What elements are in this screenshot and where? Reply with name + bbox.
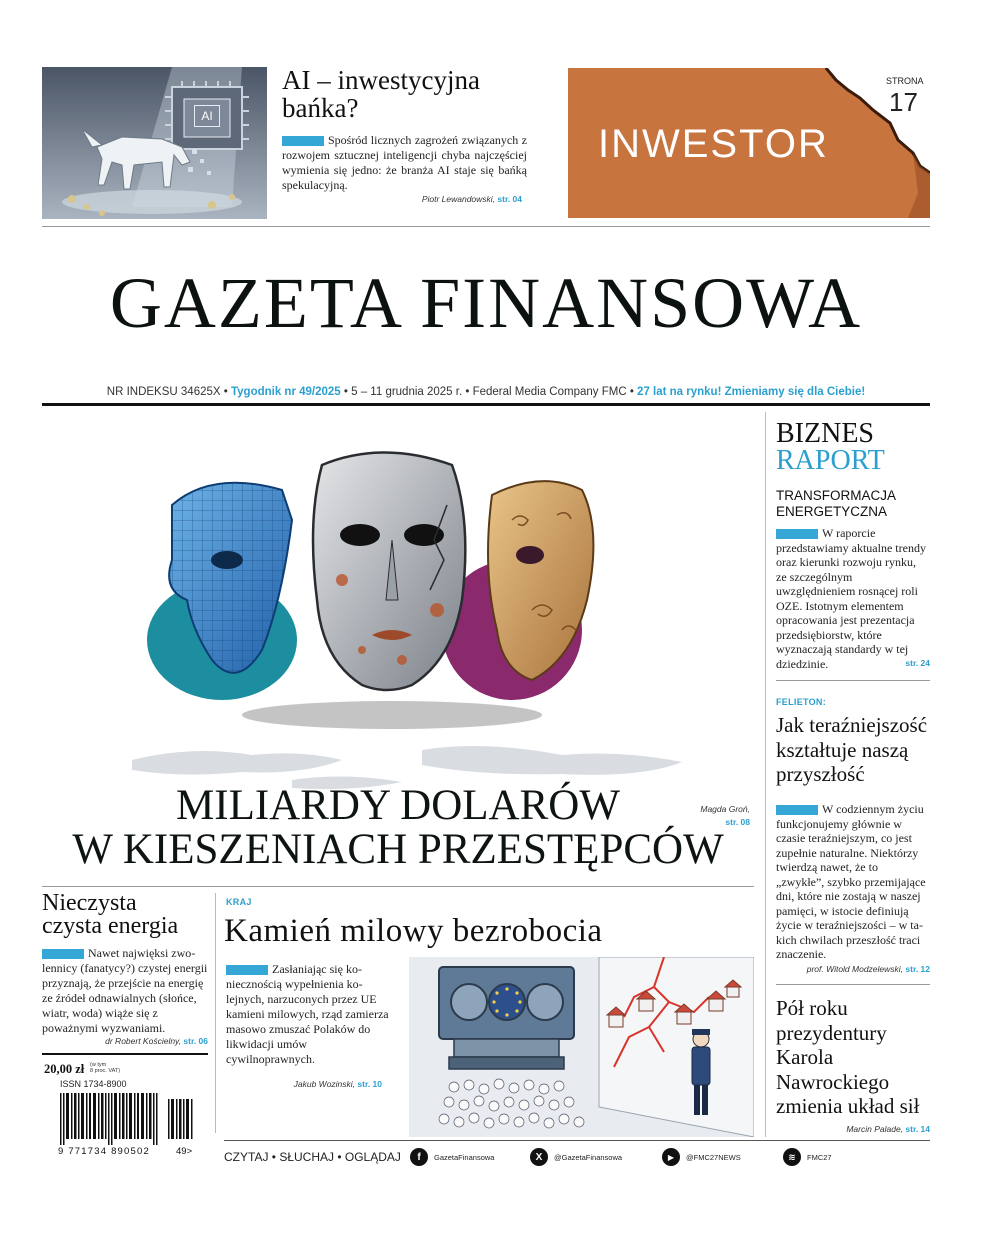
polrok-line1: Pół roku xyxy=(776,996,848,1020)
x-icon: X xyxy=(530,1148,548,1166)
top-story-title-line1: AI – inwestycyjna xyxy=(282,65,480,95)
raport-page-ref[interactable]: str. 24 xyxy=(905,658,930,668)
sidebar-divider-1 xyxy=(776,680,930,681)
raport-title-line2: ENERGETYCZNA xyxy=(776,504,888,519)
strona-number: 17 xyxy=(889,87,918,117)
facebook-icon: f xyxy=(410,1148,428,1166)
unicorn-chip-illustration xyxy=(42,67,267,219)
polrok-byline xyxy=(776,1124,930,1134)
bottom-section-rule xyxy=(42,886,754,887)
index-number: NR INDEKSU 34625X xyxy=(106,386,221,398)
polrok-title[interactable] xyxy=(776,996,919,1119)
x-handle: @GazetaFinansowa xyxy=(554,1152,623,1162)
kraj-byline xyxy=(226,1079,382,1089)
main-headline-line2: W KIESZENIACH PRZESTĘPCÓW xyxy=(72,826,724,873)
polrok-line2: prezydentury xyxy=(776,1020,887,1045)
main-headline-line1: MILIARDY DOLARÓW xyxy=(176,782,620,829)
lead-marker xyxy=(282,136,324,146)
felieton-title[interactable] xyxy=(776,713,927,787)
youtube-handle: @FMC27NEWS xyxy=(686,1152,741,1162)
top-story-author: Piotr Lewandowski, xyxy=(421,194,496,204)
polrok-line3: Karola xyxy=(776,1045,834,1069)
spotify-link[interactable] xyxy=(783,1147,832,1167)
left-story-author: dr Robert Kościelny, xyxy=(105,1036,182,1046)
top-story-lead-text: Spośród licznych zagrożeń związanych z rozwojem sztucznej inteligencji chyba najczęściej wymienia się jedno: że branża AI staje się bańką spekulacyjną. xyxy=(282,133,527,192)
main-story-author: Magda Groń, xyxy=(700,804,750,814)
kraj-author: Jakub Wozinski, xyxy=(293,1079,356,1089)
issn: ISSN 1734-8900 xyxy=(60,1079,127,1089)
press-illustration xyxy=(409,957,754,1137)
felieton-text-body: W codziennym życiu funkcjonujemy głównie w czasie teraźniejszym, co jest zupełnie naturalne. Niektórzy twierdzą nawet, że to „zwykłe”, szybko przemijające dni, które nie zostają w naszej pamięci, w istocie definiują życie w teraźniejszości – w takich chwilach przeszłość traci znaczenie. xyxy=(776,802,926,961)
barcode-number: 9 771734 890502 xyxy=(58,1146,150,1157)
polrok-line4: Nawrockiego xyxy=(776,1069,890,1094)
left-story-title[interactable] xyxy=(42,892,178,938)
left-story-marker xyxy=(42,949,84,959)
raport-title-line1: TRANSFORMACJA xyxy=(776,488,897,503)
price-vat-line2: 8 proc. VAT) xyxy=(90,1068,121,1074)
felieton-author: prof. Witold Modzelewski, xyxy=(806,964,904,974)
felieton-title-line2: kształtuje naszą xyxy=(776,737,909,762)
issue-number: Tygodnik nr 49/2025 xyxy=(230,386,341,398)
publisher: Federal Media Company FMC xyxy=(472,386,627,398)
felieton-title-line1: Jak teraźniejszość xyxy=(776,713,928,737)
sidebar-divider-2 xyxy=(776,984,930,985)
felieton-marker xyxy=(776,805,818,815)
kraj-page-ref[interactable]: str. 10 xyxy=(357,1079,382,1089)
left-story-text xyxy=(42,946,208,1036)
raport-text-body: W raporcie przedstawiamy aktualne trendy oraz kierunki rozwoju rynku, ze szczególnym uwzględnieniem rosnącej roli OZE. Istotnym elementem opracowania jest prezentacja przedsiębiorstw, które wyznaczają standardy w tej dziedzinie. xyxy=(776,526,926,671)
slogan: 27 lat na rynku! Zmieniamy się dla Ciebie! xyxy=(637,386,866,398)
youtube-icon: ▶ xyxy=(662,1148,680,1166)
three-masks-illustration xyxy=(42,410,754,800)
inwestor-label: INWESTOR xyxy=(598,122,829,166)
polrok-author: Marcin Palade, xyxy=(846,1124,904,1134)
kraj-divider xyxy=(215,893,216,1133)
polrok-line5: zmienia układ sił xyxy=(776,1094,920,1118)
felieton-text xyxy=(776,802,928,962)
left-story-title-line2: czysta energia xyxy=(42,913,179,939)
facebook-handle: GazetaFinansowa xyxy=(434,1152,495,1162)
raport-byline xyxy=(776,658,930,668)
spotify-icon: ≋ xyxy=(783,1148,801,1166)
raport-text xyxy=(776,526,928,671)
price-vat-line1: (w tym xyxy=(90,1062,107,1068)
footer-tagline: CZYTAJ • SŁUCHAJ • OGLĄDAJ xyxy=(224,1150,401,1164)
issue-dates: 5 – 11 grudnia 2025 r. xyxy=(351,386,463,398)
left-story-text-body: Nawet najwięksi zwolennicy (fanatycy?) czystej energii przyznają, że przejście na energię ze źródeł odnawialnych (słońce, wiatr, woda) wiąże się z poważnymi wyzwaniami. xyxy=(42,946,208,1035)
masthead-title[interactable]: GAZETA FINANSOWA xyxy=(109,263,863,343)
facebook-link[interactable] xyxy=(410,1147,494,1167)
kraj-text-body: Zasłaniając się koniecznością wypełnienia kolejnych, narzuconych przez UE kamieni milowych, rząd zamierza masowo zmuszać Polaków do likwidacji umów cywilnoprawnych. xyxy=(226,962,389,1066)
top-story-page-ref[interactable]: str. 04 xyxy=(497,194,522,204)
masthead-rule xyxy=(42,403,930,406)
main-headline[interactable] xyxy=(42,784,754,872)
main-story-page-ref[interactable]: str. 08 xyxy=(725,817,750,827)
left-story-page-ref[interactable]: str. 06 xyxy=(183,1036,208,1046)
raport-marker xyxy=(776,529,818,539)
barcode-addon: 49> xyxy=(176,1146,193,1157)
price-amount: 20,00 zł xyxy=(44,1062,85,1076)
spotify-handle: FMC27 xyxy=(807,1152,832,1162)
felieton-byline xyxy=(776,964,930,974)
strona-label: STRONA xyxy=(886,76,924,86)
felieton-label: FELIETON: xyxy=(776,697,827,707)
top-story-title[interactable] xyxy=(282,66,532,122)
inwestor-box[interactable] xyxy=(568,68,930,218)
felieton-page-ref[interactable]: str. 12 xyxy=(905,964,930,974)
raport-title[interactable] xyxy=(776,488,896,520)
kraj-title[interactable]: Kamień milowy bezrobocia xyxy=(224,913,603,949)
footer-rule xyxy=(224,1140,930,1141)
biznes-label: BIZNES xyxy=(776,418,874,449)
top-story-title-line2: bańka? xyxy=(282,93,359,123)
x-link[interactable] xyxy=(530,1147,622,1167)
top-story-lead xyxy=(282,133,527,193)
sidebar-divider xyxy=(765,412,766,1137)
main-illustration[interactable] xyxy=(42,410,754,800)
top-story-byline xyxy=(282,194,522,204)
price-rule xyxy=(42,1053,208,1055)
ai-chip-label: AI xyxy=(194,105,220,127)
top-story-image[interactable] xyxy=(42,67,267,219)
left-story-title-line1: Nieczysta xyxy=(42,890,137,916)
left-story-byline xyxy=(42,1036,208,1046)
info-line: NR INDEKSU 34625X • Tygodnik nr 49/2025 • 5 – 11 grudnia 2025 r. • Federal Media Company FMC • 27 lat na rynku! Zmieniamy się dla Ciebie! xyxy=(106,386,866,398)
top-divider xyxy=(42,226,930,227)
kraj-marker xyxy=(226,965,268,975)
felieton-title-line3: przyszłość xyxy=(776,762,865,786)
main-story-byline xyxy=(650,803,750,829)
kraj-label: KRAJ xyxy=(226,897,252,907)
price-vat xyxy=(90,1062,120,1074)
youtube-link[interactable] xyxy=(662,1147,741,1167)
raport-label: RAPORT xyxy=(776,445,885,476)
kraj-illustration[interactable] xyxy=(409,957,754,1137)
kraj-text xyxy=(226,962,396,1067)
polrok-page-ref[interactable]: str. 14 xyxy=(905,1124,930,1134)
